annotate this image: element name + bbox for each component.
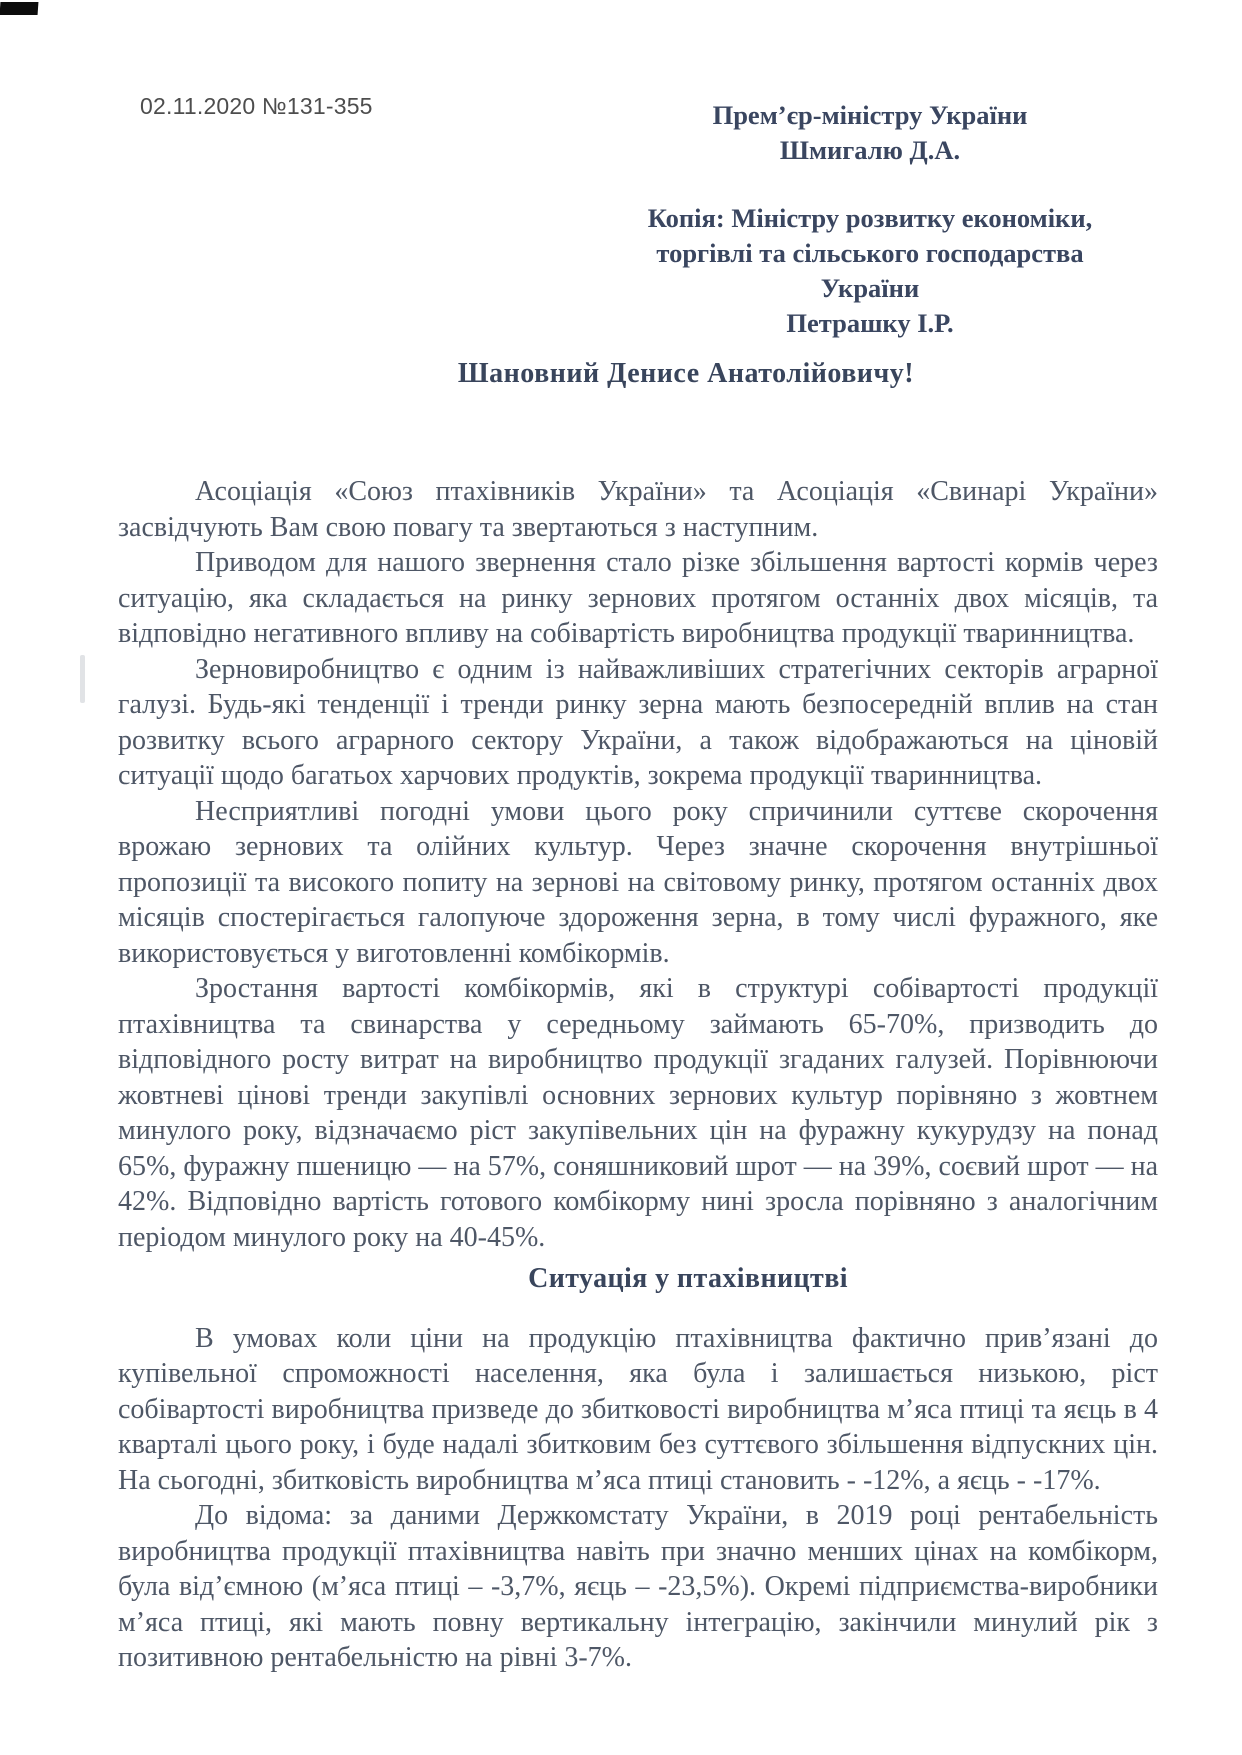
body-paragraph: Зростання вартості комбікормів, які в структурі собівартості продукції птахівництва та свинарства у середньому займають 65-70%, призводить до відповідного росту витрат на виробництво продукції згаданих галузей. Порівнюючи жовтневі цінові тренди закупівлі основних зернових культур порівняно з жовтнем минулого року, відзначаємо ріст закупівельних цін на фуражну кукурудзу на понад 65%, фуражну пшеницю — на 57%, соняшниковий шрот — на 39%, соєвий шрот — на 42%. Відповідно вартість готового комбікорму нині зросла порівняно з аналогічним періодом минулого року на 40-45%. <box>118 973 1158 1253</box>
body-paragraph: В умовах коли ціни на продукцію птахівництва фактично прив’язані до купівельної спроможності населення, яка була і залишається низькою, ріст собівартості виробництва призведе до збитковості виробництва м’яса птиці та яєць в 4 кварталі цього року, і буде надалі збитковим без суттєвого збільшення відпускних цін. На сьогодні, збитковість виробництва м’яса птиці становить - -12%, а яєць - -17%. <box>118 1322 1158 1496</box>
document-reference: 02.11.2020 №131-355 <box>140 93 373 119</box>
copy-recipient-line: торгівлі та сільського господарства <box>656 238 1084 268</box>
recipient-line: Шмигалю Д.А. <box>779 135 961 165</box>
scan-smudge-artifact <box>80 655 85 703</box>
body-paragraph: Приводом для нашого звернення стало різке збільшення вартості кормів через ситуацію, яка складається на ринку зернових протягом останніх двох місяців, та відповідно негативного впливу на собівартість виробництва продукції тваринництва. <box>118 547 1158 649</box>
recipient-line: Прем’єр-міністру України <box>712 100 1028 130</box>
body-paragraph: Несприятливі погодні умови цього року спричинили суттєве скорочення врожаю зернових та олійних культур. Через значне скорочення внутрішньої пропозиції та високого попиту на зернові на світовому ринку, протягом останніх двох місяців спостерігається галопуюче здороження зерна, в тому числі фуражного, яке використовується у виготовленні комбікормів. <box>118 795 1158 969</box>
section-heading: Ситуація у птахівництві <box>528 1263 848 1294</box>
body-paragraph: До відома: за даними Держкомстату України, в 2019 році рентабельність виробництва продукції птахівництва навіть при значно менших цінах на комбікорм, була від’ємною (м’яса птиці – -3,7%, яєць – -23,5%). Окремі підприємства-виробники м’яса птиці, які мають повну вертикальну інтеграцію, закінчили минулий рік з позитивною рентабельністю на рівні 3-7%. <box>118 1500 1158 1673</box>
body-paragraph: Асоціація «Союз птахівників України» та Асоціація «Свинарі України» засвідчують Вам свою повагу та звертаються з наступним. <box>118 476 1158 543</box>
addressee-block <box>630 98 1110 341</box>
scan-corner-mark <box>0 2 38 15</box>
copy-recipient-line: Копія: Міністру розвитку економіки, <box>647 203 1093 233</box>
copy-recipient-block <box>630 201 1110 341</box>
copy-recipient-line: Петрашку І.Р. <box>786 308 954 338</box>
letter-body <box>118 474 1158 1676</box>
body-paragraph: Зерновиробництво є одним із найважливіших стратегічних секторів аграрної галузі. Будь-які тенденції і тренди ринку зерна мають безпосередній вплив на стан розвитку всього аграрного сектору України, а також відображаються на ціновій ситуації щодо багатьох харчових продуктів, зокрема продукції тваринництва. <box>118 653 1158 791</box>
salutation: Шановний Денисе Анатолійовичу! <box>457 358 915 389</box>
recipient-block <box>630 98 1110 168</box>
copy-recipient-line: України <box>820 273 920 303</box>
